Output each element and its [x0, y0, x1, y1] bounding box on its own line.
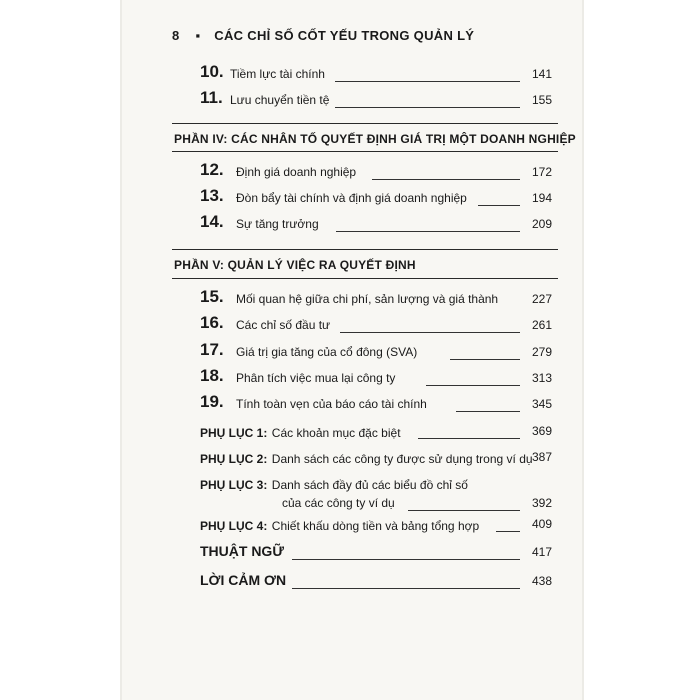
appendix-title: Danh sách đầy đủ các biểu đồ chỉ số — [271, 478, 468, 492]
leader-dots — [478, 205, 520, 206]
leader-dots — [426, 385, 520, 386]
section-divider — [172, 123, 558, 124]
part-heading: PHẦN IV: CÁC NHÂN TỐ QUYẾT ĐỊNH GIÁ TRỊ MỘT DOANH NGHIỆP — [174, 132, 576, 146]
section-divider — [172, 249, 558, 250]
appendix-entry[interactable] — [200, 424, 552, 444]
leader-dots — [292, 588, 520, 589]
toc-entry[interactable] — [200, 392, 552, 415]
toc-entry[interactable] — [200, 186, 552, 209]
page-ref: 141 — [531, 67, 552, 81]
page-ref: 438 — [531, 574, 552, 588]
chapter-title: Giá trị gia tăng của cổ đông (SVA) — [236, 345, 418, 359]
page-ref: 209 — [531, 217, 552, 231]
toc-entry[interactable] — [200, 160, 552, 183]
chapter-number: 16. — [200, 313, 224, 332]
chapter-title: Các chỉ số đầu tư — [236, 318, 331, 332]
chapter-title: Lưu chuyển tiền tệ — [230, 93, 330, 107]
leader-dots — [496, 531, 520, 532]
chapter-title: Phân tích việc mua lại công ty — [236, 371, 396, 385]
leader-dots — [336, 231, 520, 232]
chapter-title: Đòn bẩy tài chính và định giá doanh nghiệp — [236, 191, 467, 205]
appendix-label: PHỤ LỤC 1: — [200, 426, 268, 440]
chapter-title: Sự tăng trưởng — [236, 217, 319, 231]
page-ref: 387 — [531, 450, 552, 464]
page-number: 8 — [172, 28, 180, 43]
chapter-title: Định giá doanh nghiệp — [236, 165, 357, 179]
acknowledgements-title: LỜI CẢM ƠN — [200, 572, 287, 588]
appendix-title: Chiết khấu dòng tiền và bảng tổng hợp — [271, 519, 480, 533]
chapter-title: Tiềm lực tài chính — [230, 67, 325, 81]
chapter-number: 12. — [200, 160, 224, 179]
page-ref: 172 — [531, 165, 552, 179]
appendix-label: PHỤ LỤC 3: — [200, 478, 268, 492]
leader-dots — [292, 559, 520, 560]
page-ref: 345 — [531, 397, 552, 411]
appendix-title: Các khoản mục đặc biệt — [271, 426, 401, 440]
page-ref: 227 — [531, 292, 552, 306]
leader-dots — [372, 179, 520, 180]
toc-entry[interactable] — [200, 572, 552, 592]
toc-entry[interactable] — [200, 313, 552, 336]
page-ref: 392 — [531, 496, 552, 510]
bullet-icon: ▪ — [195, 28, 201, 43]
appendix-entry[interactable] — [200, 517, 552, 537]
toc-entry[interactable] — [200, 287, 552, 310]
appendix-title: Danh sách các công ty được sử dụng trong ví dụ — [271, 452, 533, 466]
page-ref: 369 — [531, 424, 552, 438]
chapter-title: Mối quan hệ giữa chi phí, sản lượng và giá thành — [236, 292, 499, 306]
chapter-number: 15. — [200, 287, 224, 306]
toc-entry[interactable] — [200, 62, 552, 85]
toc-entry[interactable] — [200, 212, 552, 235]
leader-dots — [456, 411, 520, 412]
page-ref: 279 — [531, 345, 552, 359]
appendix-label: PHỤ LỤC 4: — [200, 519, 268, 533]
chapter-number: 17. — [200, 340, 224, 359]
page-ref: 261 — [531, 318, 552, 332]
section-divider — [172, 278, 558, 279]
appendix-label: PHỤ LỤC 2: — [200, 452, 268, 466]
chapter-number: 18. — [200, 366, 224, 385]
chapter-title: Tính toàn vẹn của báo cáo tài chính — [236, 397, 427, 411]
leader-dots — [450, 359, 520, 360]
leader-dots — [418, 438, 520, 439]
running-header — [172, 28, 474, 43]
toc-entry[interactable] — [200, 340, 552, 363]
chapter-number: 10. — [200, 62, 224, 81]
page-ref: 194 — [531, 191, 552, 205]
book-title: CÁC CHỈ SỐ CỐT YẾU TRONG QUẢN LÝ — [214, 28, 475, 43]
toc-entry[interactable] — [200, 543, 552, 563]
appendix-entry[interactable] — [200, 450, 552, 470]
chapter-number: 19. — [200, 392, 224, 411]
appendix-entry[interactable] — [200, 476, 552, 516]
toc-entry[interactable] — [200, 366, 552, 389]
page-ref: 313 — [531, 371, 552, 385]
page-ref: 417 — [531, 545, 552, 559]
leader-dots — [335, 107, 520, 108]
page-ref: 409 — [531, 517, 552, 531]
appendix-title-line2: của các công ty ví dụ — [282, 496, 395, 510]
toc-entry[interactable] — [200, 88, 552, 111]
leader-dots — [408, 510, 520, 511]
chapter-number: 13. — [200, 186, 224, 205]
leader-dots — [340, 332, 520, 333]
glossary-title: THUẬT NGỮ — [200, 543, 284, 559]
page-ref: 155 — [531, 93, 552, 107]
chapter-number: 14. — [200, 212, 224, 231]
section-divider — [172, 151, 558, 152]
part-heading: PHẦN V: QUẢN LÝ VIỆC RA QUYẾT ĐỊNH — [174, 258, 416, 272]
leader-dots — [335, 81, 520, 82]
chapter-number: 11. — [200, 88, 223, 107]
